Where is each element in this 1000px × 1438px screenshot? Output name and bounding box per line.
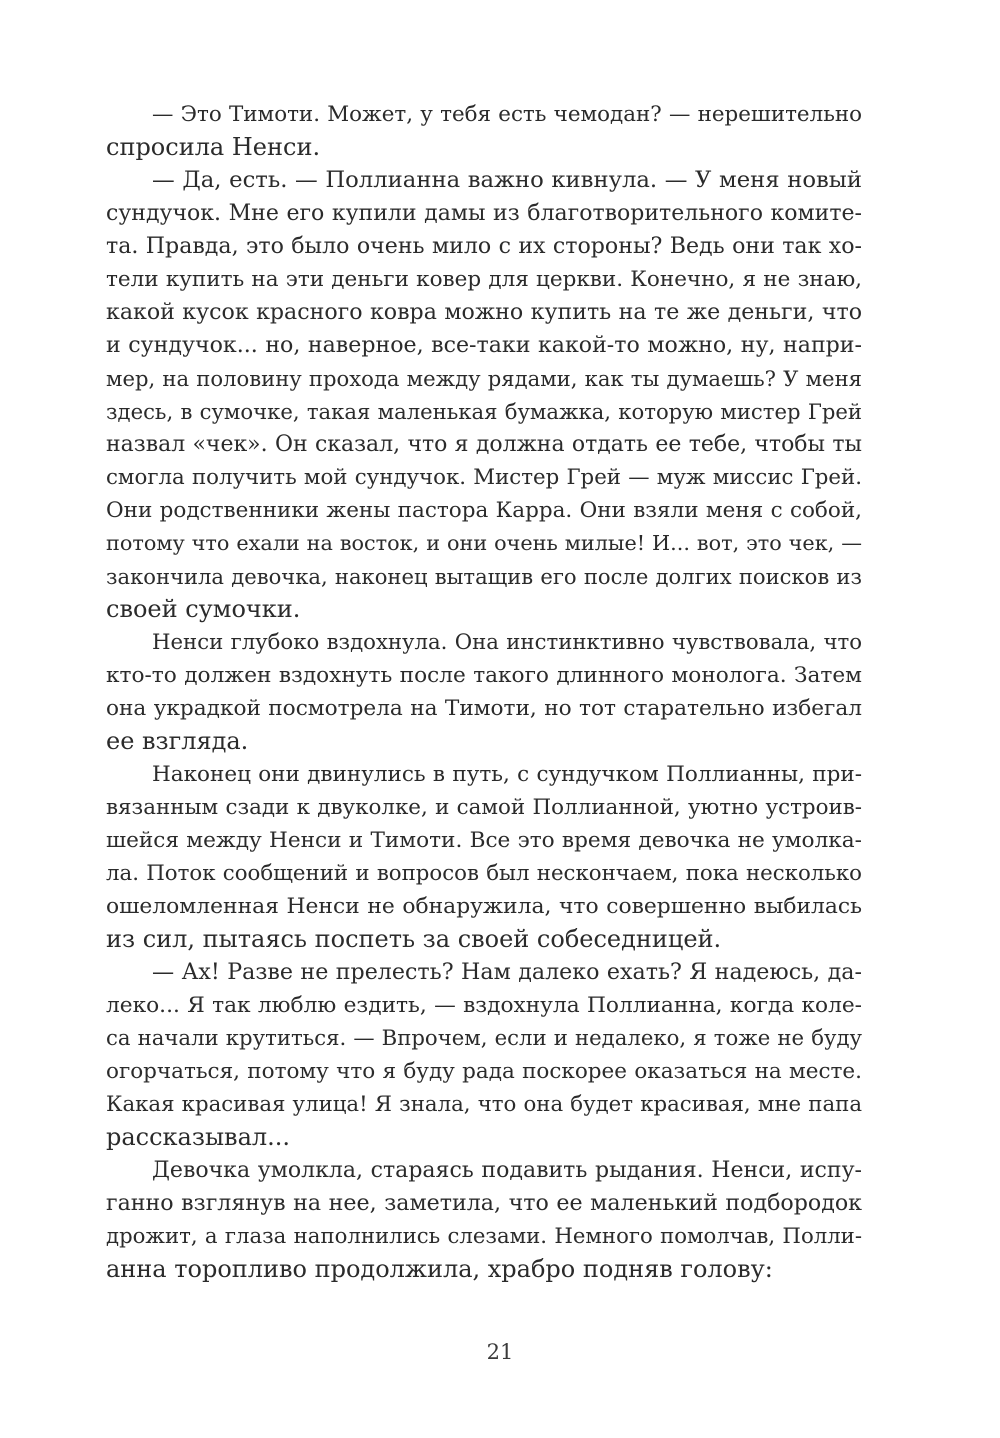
text-line: спросила Ненси.	[106, 133, 321, 161]
paragraph	[106, 758, 862, 956]
paragraph	[106, 164, 862, 626]
text-line: — Это Тимоти. Может, у тебя есть чемодан? — нерешительно	[152, 102, 862, 127]
text-line: ее взгляда.	[106, 727, 249, 755]
text-line: какой кусок красного ковра можно купить на те же деньги, что	[106, 299, 862, 325]
text-line: мер, на половину прохода между рядами, как ты думаешь? У меня	[106, 366, 862, 391]
text-line: сундучок. Мне его купили дамы из благотворительного комите-	[106, 201, 862, 226]
text-line: ошеломленная Ненси не обнаружила, что совершенно выбилась	[106, 894, 862, 919]
text-line: она украдкой посмотрела на Тимоти, но тот старательно избегал	[106, 696, 862, 721]
paragraph	[106, 98, 862, 164]
paragraph	[106, 956, 862, 1154]
text-line: леко... Я так люблю ездить, — вздохнула Поллианна, когда коле-	[106, 993, 862, 1018]
text-line: ганно взглянув на нее, заметила, что ее маленький подбородок	[106, 1190, 862, 1216]
text-line: здесь, в сумочке, такая маленькая бумажка, которую мистер Грей	[106, 399, 862, 424]
text-line: потому что ехали на восток, и они очень милые! И... вот, это чек, —	[106, 531, 862, 555]
text-line: и сундучок... но, наверное, все-таки какой-то можно, ну, напри-	[106, 332, 862, 358]
text-line: Они родственники жены пастора Карра. Они взяли меня с собой,	[106, 498, 862, 523]
paragraph	[106, 1154, 862, 1286]
text-line: — Да, есть. — Поллианна важно кивнула. — У меня новый	[152, 167, 862, 193]
text-line: огорчаться, потому что я буду рада поскорее оказаться на месте.	[106, 1059, 862, 1084]
text-line: тели купить на эти деньги ковер для церкви. Конечно, я не знаю,	[106, 267, 862, 292]
text-line: закончила девочка, наконец вытащив его после долгих поисков из	[106, 564, 862, 589]
text-line: назвал «чек». Он сказал, что я должна отдать ее тебе, чтобы ты	[106, 432, 862, 457]
text-line: вязанным сзади к двуколке, и самой Поллианной, уютно устроив-	[106, 795, 862, 820]
page-number: 21	[486, 1340, 514, 1364]
text-line: Какая красивая улица! Я знала, что она будет красивая, мне папа	[106, 1092, 862, 1117]
text-line: своей сумочки.	[106, 595, 301, 623]
body-text	[106, 98, 862, 1286]
text-line: дрожит, а глаза наполнились слезами. Немного помолчав, Полли-	[106, 1224, 862, 1249]
text-line: са начали крутиться. — Впрочем, если и недалеко, я тоже не буду	[106, 1026, 862, 1051]
text-line: кто-то должен вздохнуть после такого длинного монолога. Затем	[106, 663, 862, 688]
text-line: Девочка умолкла, стараясь подавить рыдания. Ненси, испу-	[152, 1158, 862, 1183]
text-line: из сил, пытаясь поспеть за своей собеседницей.	[106, 925, 722, 953]
text-line: ла. Поток сообщений и вопросов был нескончаем, пока несколько	[106, 861, 862, 886]
text-line: Наконец они двинулись в путь, с сундучком Поллианны, при-	[152, 762, 862, 787]
text-line: шейся между Ненси и Тимоти. Все это время девочка не умолка-	[106, 828, 862, 853]
text-line: анна торопливо продолжила, храбро подняв голову:	[106, 1255, 773, 1283]
text-line: Ненси глубоко вздохнула. Она инстинктивно чувствовала, что	[152, 630, 862, 655]
text-line: та. Правда, это было очень мило с их стороны? Ведь они так хо-	[106, 233, 862, 259]
paragraph	[106, 626, 862, 758]
text-line: рассказывал...	[106, 1123, 291, 1151]
text-line: смогла получить мой сундучок. Мистер Грей — муж миссис Грей.	[106, 465, 862, 490]
text-line: — Ах! Разве не прелесть? Нам далеко ехать? Я надеюсь, да-	[152, 959, 862, 985]
